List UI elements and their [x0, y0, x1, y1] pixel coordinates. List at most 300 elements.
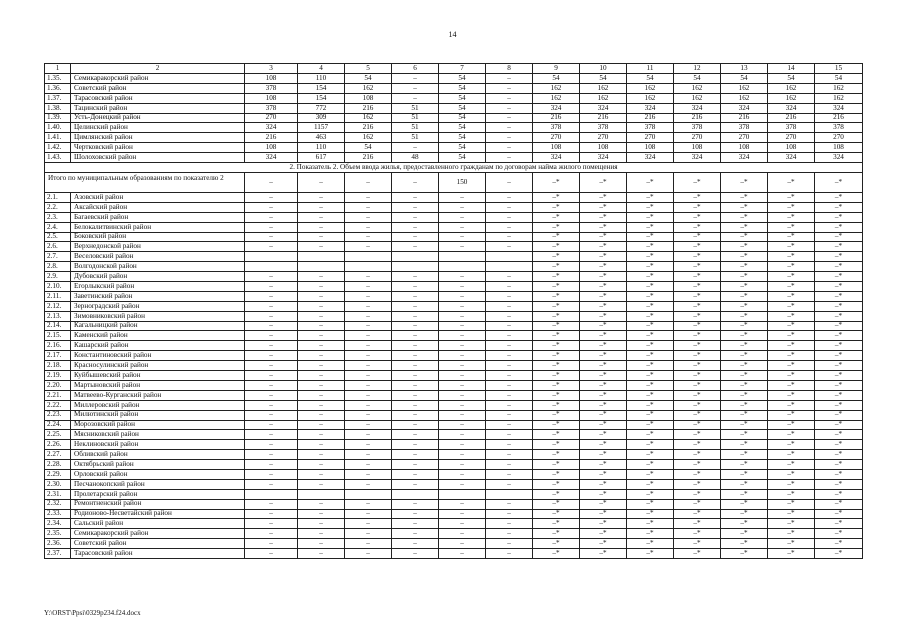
value-cell: – [392, 479, 439, 489]
value-cell [245, 489, 298, 499]
district-name-cell: Дубовский район [71, 272, 245, 282]
value-cell: –* [768, 341, 815, 351]
table-row [45, 489, 863, 499]
value-cell: –* [674, 212, 721, 222]
value-cell: –* [768, 400, 815, 410]
value-cell: 108 [245, 143, 298, 153]
value-cell: –* [580, 371, 627, 381]
table-row [45, 282, 863, 292]
value-cell: –* [627, 549, 674, 559]
footer-file-path: Y:\ORST\Ppsi\0329p234.f24.docx [44, 609, 141, 617]
table-row [45, 153, 863, 163]
value-cell: – [345, 371, 392, 381]
table-row [45, 539, 863, 549]
value-cell: 162 [627, 93, 674, 103]
value-cell: –* [674, 202, 721, 212]
value-cell: – [439, 450, 486, 460]
value-cell: 324 [580, 153, 627, 163]
value-cell: –* [674, 400, 721, 410]
table-row [45, 450, 863, 460]
value-cell: – [392, 291, 439, 301]
value-cell: – [245, 539, 298, 549]
value-cell: –* [815, 509, 863, 519]
value-cell: –* [721, 380, 768, 390]
value-cell: – [486, 450, 533, 460]
value-cell: –* [627, 450, 674, 460]
value-cell: – [245, 282, 298, 292]
table-row [45, 262, 863, 272]
value-cell: – [486, 390, 533, 400]
value-cell: – [298, 440, 345, 450]
value-cell: –* [674, 450, 721, 460]
value-cell: – [345, 410, 392, 420]
value-cell: 324 [533, 153, 580, 163]
district-name-cell: Каменский район [71, 331, 245, 341]
value-cell: 378 [721, 123, 768, 133]
value-cell: –* [627, 380, 674, 390]
value-cell: –* [627, 272, 674, 282]
value-cell: –* [580, 291, 627, 301]
district-name-cell: Багаевский район [71, 212, 245, 222]
value-cell: –* [674, 440, 721, 450]
value-cell: –* [533, 291, 580, 301]
value-cell: – [392, 311, 439, 321]
value-cell: – [439, 371, 486, 381]
table-row [45, 430, 863, 440]
value-cell: – [439, 351, 486, 361]
row-number-cell: 2.18. [45, 361, 71, 371]
row-number-cell: 2.34. [45, 519, 71, 529]
value-cell: –* [627, 499, 674, 509]
value-cell: –* [533, 282, 580, 292]
value-cell: –* [815, 479, 863, 489]
value-cell: 378 [815, 123, 863, 133]
value-cell: –* [768, 202, 815, 212]
value-cell: – [345, 440, 392, 450]
value-cell: – [486, 133, 533, 143]
district-name-cell: Тарасовский район [71, 93, 245, 103]
value-cell: – [439, 380, 486, 390]
value-cell: 324 [768, 153, 815, 163]
column-number-cell: 10 [580, 64, 627, 74]
value-cell: – [486, 202, 533, 212]
value-cell: –* [768, 450, 815, 460]
value-cell: –* [533, 390, 580, 400]
value-cell: –* [627, 311, 674, 321]
value-cell: –* [580, 351, 627, 361]
value-cell: – [439, 282, 486, 292]
value-cell: –* [768, 529, 815, 539]
value-cell: – [392, 282, 439, 292]
value-cell: – [345, 469, 392, 479]
value-cell: –* [580, 331, 627, 341]
value-cell: –* [721, 291, 768, 301]
value-cell: – [486, 400, 533, 410]
value-cell [486, 252, 533, 262]
value-cell: – [486, 549, 533, 559]
value-cell: – [298, 430, 345, 440]
value-cell [298, 262, 345, 272]
district-name-cell: Родионово-Несветайский район [71, 509, 245, 519]
value-cell: –* [674, 390, 721, 400]
value-cell: – [345, 460, 392, 470]
district-name-cell: Цимлянский район [71, 133, 245, 143]
district-name-cell: Кагальницкий район [71, 321, 245, 331]
table-row [45, 479, 863, 489]
value-cell: – [486, 371, 533, 381]
value-cell: – [392, 272, 439, 282]
value-cell: –* [580, 410, 627, 420]
row-number-cell: 2.11. [45, 291, 71, 301]
value-cell: –* [580, 311, 627, 321]
value-cell: – [345, 529, 392, 539]
value-cell: 54 [439, 123, 486, 133]
value-cell: –* [768, 509, 815, 519]
value-cell: – [486, 232, 533, 242]
value-cell: –* [580, 400, 627, 410]
value-cell: 154 [298, 93, 345, 103]
row-number-cell: 2.33. [45, 509, 71, 519]
value-cell: –* [721, 450, 768, 460]
value-cell: – [486, 212, 533, 222]
value-cell: 108 [533, 143, 580, 153]
value-cell: –* [721, 301, 768, 311]
table-row [45, 420, 863, 430]
value-cell: –* [768, 390, 815, 400]
row-number-cell: 2.12. [45, 301, 71, 311]
value-cell: –* [627, 173, 674, 193]
value-cell: 324 [815, 103, 863, 113]
value-cell: – [298, 410, 345, 420]
value-cell: –* [533, 331, 580, 341]
district-name-cell: Красносулинский район [71, 361, 245, 371]
value-cell: 54 [533, 74, 580, 84]
value-cell: – [392, 390, 439, 400]
value-cell: – [486, 83, 533, 93]
value-cell: –* [768, 460, 815, 470]
value-cell: – [298, 232, 345, 242]
row-number-cell: 1.36. [45, 83, 71, 93]
value-cell: –* [815, 202, 863, 212]
value-cell: – [439, 529, 486, 539]
value-cell: – [486, 479, 533, 489]
value-cell: –* [674, 529, 721, 539]
value-cell: – [439, 410, 486, 420]
value-cell: – [486, 93, 533, 103]
district-name-cell: Семикаракорский район [71, 529, 245, 539]
value-cell: 51 [392, 113, 439, 123]
row-number-cell: 2.23. [45, 410, 71, 420]
value-cell: –* [815, 272, 863, 282]
value-cell [345, 489, 392, 499]
value-cell: 216 [768, 113, 815, 123]
row-number-cell: 2.30. [45, 479, 71, 489]
value-cell: –* [815, 380, 863, 390]
value-cell: 162 [345, 113, 392, 123]
row-number-cell: 2.19. [45, 371, 71, 381]
value-cell: – [245, 272, 298, 282]
value-cell: – [245, 380, 298, 390]
value-cell: –* [627, 371, 674, 381]
value-cell: –* [674, 371, 721, 381]
value-cell: – [298, 212, 345, 222]
district-name-cell: Верхнедонской район [71, 242, 245, 252]
value-cell: –* [627, 252, 674, 262]
value-cell: 378 [627, 123, 674, 133]
district-name-cell: Кашарский район [71, 341, 245, 351]
value-cell: –* [580, 529, 627, 539]
value-cell: –* [768, 311, 815, 321]
district-name-cell: Тацинский район [71, 103, 245, 113]
value-cell: –* [815, 400, 863, 410]
value-cell: 162 [345, 83, 392, 93]
value-cell: 54 [439, 143, 486, 153]
value-cell: – [439, 460, 486, 470]
value-cell: –* [815, 331, 863, 341]
value-cell: 108 [815, 143, 863, 153]
value-cell: – [392, 222, 439, 232]
row-number-cell: 2.22. [45, 400, 71, 410]
value-cell: 216 [245, 133, 298, 143]
value-cell: – [245, 410, 298, 420]
value-cell: –* [627, 460, 674, 470]
value-cell: – [345, 341, 392, 351]
value-cell: –* [721, 371, 768, 381]
value-cell: –* [815, 450, 863, 460]
value-cell: –* [721, 549, 768, 559]
value-cell: 108 [768, 143, 815, 153]
value-cell: –* [580, 489, 627, 499]
value-cell: –* [533, 539, 580, 549]
value-cell: 324 [245, 153, 298, 163]
value-cell: 216 [815, 113, 863, 123]
value-cell: –* [768, 371, 815, 381]
value-cell: – [345, 390, 392, 400]
value-cell: –* [533, 489, 580, 499]
value-cell: –* [580, 519, 627, 529]
value-cell: –* [721, 361, 768, 371]
value-cell: 162 [533, 93, 580, 103]
value-cell: – [439, 440, 486, 450]
value-cell: –* [533, 529, 580, 539]
value-cell: – [298, 311, 345, 321]
value-cell: 54 [439, 74, 486, 84]
value-cell: –* [580, 499, 627, 509]
value-cell: –* [533, 450, 580, 460]
value-cell: – [245, 529, 298, 539]
value-cell: –* [721, 410, 768, 420]
value-cell [392, 262, 439, 272]
value-cell: –* [627, 291, 674, 301]
value-cell: –* [627, 529, 674, 539]
value-cell: –* [768, 291, 815, 301]
value-cell: –* [768, 193, 815, 203]
value-cell: –* [815, 291, 863, 301]
value-cell: –* [815, 371, 863, 381]
value-cell: 162 [345, 133, 392, 143]
value-cell: – [245, 291, 298, 301]
value-cell: 108 [721, 143, 768, 153]
row-number-cell: 1.43. [45, 153, 71, 163]
table-row [45, 311, 863, 321]
value-cell: – [298, 499, 345, 509]
value-cell: 162 [627, 83, 674, 93]
value-cell: – [392, 143, 439, 153]
value-cell [392, 489, 439, 499]
value-cell: 324 [580, 103, 627, 113]
value-cell: –* [768, 539, 815, 549]
value-cell: – [298, 321, 345, 331]
value-cell: –* [674, 282, 721, 292]
value-cell: –* [627, 193, 674, 203]
value-cell: – [298, 420, 345, 430]
value-cell: –* [721, 212, 768, 222]
row-number-cell: 2.7. [45, 252, 71, 262]
value-cell: –* [674, 301, 721, 311]
column-number-cell: 5 [345, 64, 392, 74]
value-cell: –* [533, 469, 580, 479]
value-cell: –* [580, 460, 627, 470]
value-cell: –* [674, 539, 721, 549]
column-number-cell: 4 [298, 64, 345, 74]
value-cell: – [298, 469, 345, 479]
value-cell: 617 [298, 153, 345, 163]
table-row [45, 212, 863, 222]
table-row [45, 519, 863, 529]
value-cell: – [298, 390, 345, 400]
value-cell: 54 [439, 93, 486, 103]
value-cell: – [298, 301, 345, 311]
value-cell: 150 [439, 173, 486, 193]
value-cell: – [439, 232, 486, 242]
value-cell: – [298, 460, 345, 470]
value-cell: – [439, 242, 486, 252]
value-cell: – [392, 83, 439, 93]
row-number-cell: 2.13. [45, 311, 71, 321]
district-name-cell: Октябрьский район [71, 460, 245, 470]
value-cell: –* [815, 262, 863, 272]
value-cell: –* [768, 519, 815, 529]
value-cell: –* [627, 361, 674, 371]
value-cell: –* [580, 479, 627, 489]
value-cell: – [345, 509, 392, 519]
value-cell: –* [674, 380, 721, 390]
value-cell: – [245, 400, 298, 410]
value-cell: – [298, 331, 345, 341]
value-cell: –* [533, 212, 580, 222]
value-cell: – [245, 499, 298, 509]
row-number-cell: 2.16. [45, 341, 71, 351]
value-cell [345, 252, 392, 262]
value-cell [392, 252, 439, 262]
value-cell: 108 [580, 143, 627, 153]
value-cell: –* [768, 232, 815, 242]
value-cell: – [392, 430, 439, 440]
value-cell: – [345, 232, 392, 242]
value-cell: – [245, 509, 298, 519]
row-number-cell: 2.15. [45, 331, 71, 341]
value-cell: –* [674, 479, 721, 489]
table-row [45, 83, 863, 93]
value-cell: –* [721, 331, 768, 341]
value-cell: – [439, 311, 486, 321]
value-cell: –* [815, 460, 863, 470]
value-cell: –* [674, 291, 721, 301]
row-number-cell: 2.36. [45, 539, 71, 549]
value-cell: – [392, 212, 439, 222]
value-cell: – [298, 272, 345, 282]
value-cell: –* [533, 430, 580, 440]
value-cell: –* [674, 410, 721, 420]
value-cell: –* [533, 460, 580, 470]
value-cell: –* [815, 341, 863, 351]
value-cell: – [345, 361, 392, 371]
district-name-cell: Тарасовский район [71, 549, 245, 559]
value-cell: – [439, 469, 486, 479]
value-cell: –* [627, 262, 674, 272]
table-row [45, 242, 863, 252]
value-cell: – [439, 202, 486, 212]
value-cell: – [245, 430, 298, 440]
value-cell: –* [721, 311, 768, 321]
value-cell: –* [674, 272, 721, 282]
value-cell: – [298, 341, 345, 351]
value-cell: –* [533, 193, 580, 203]
value-cell: 270 [245, 113, 298, 123]
row-number-cell: 2.27. [45, 450, 71, 460]
value-cell: – [486, 410, 533, 420]
value-cell [245, 252, 298, 262]
row-number-cell: 1.41. [45, 133, 71, 143]
total-label-cell: Итого по муниципальным образованиям по показателю 2 [45, 173, 245, 193]
value-cell: –* [580, 390, 627, 400]
value-cell: –* [721, 499, 768, 509]
column-number-cell: 3 [245, 64, 298, 74]
value-cell: – [298, 291, 345, 301]
value-cell: – [486, 460, 533, 470]
district-name-cell: Целинский район [71, 123, 245, 133]
value-cell: 51 [392, 103, 439, 113]
value-cell: – [439, 193, 486, 203]
district-name-cell: Аксайский район [71, 202, 245, 212]
value-cell: –* [768, 282, 815, 292]
value-cell: –* [580, 450, 627, 460]
value-cell: –* [674, 331, 721, 341]
value-cell: – [486, 123, 533, 133]
row-number-cell: 2.1. [45, 193, 71, 203]
value-cell: –* [721, 242, 768, 252]
value-cell: – [345, 539, 392, 549]
row-number-cell: 2.24. [45, 420, 71, 430]
value-cell: –* [580, 361, 627, 371]
value-cell: – [392, 242, 439, 252]
value-cell: –* [721, 509, 768, 519]
row-number-cell: 1.37. [45, 93, 71, 103]
value-cell: –* [721, 529, 768, 539]
value-cell: –* [721, 440, 768, 450]
value-cell: –* [627, 489, 674, 499]
value-cell: –* [815, 321, 863, 331]
value-cell: –* [768, 252, 815, 262]
value-cell: –* [768, 301, 815, 311]
value-cell: –* [721, 430, 768, 440]
district-name-cell: Пролетарский район [71, 489, 245, 499]
value-cell: – [392, 509, 439, 519]
value-cell: 54 [439, 153, 486, 163]
value-cell: –* [627, 341, 674, 351]
value-cell: – [439, 539, 486, 549]
value-cell: – [392, 499, 439, 509]
